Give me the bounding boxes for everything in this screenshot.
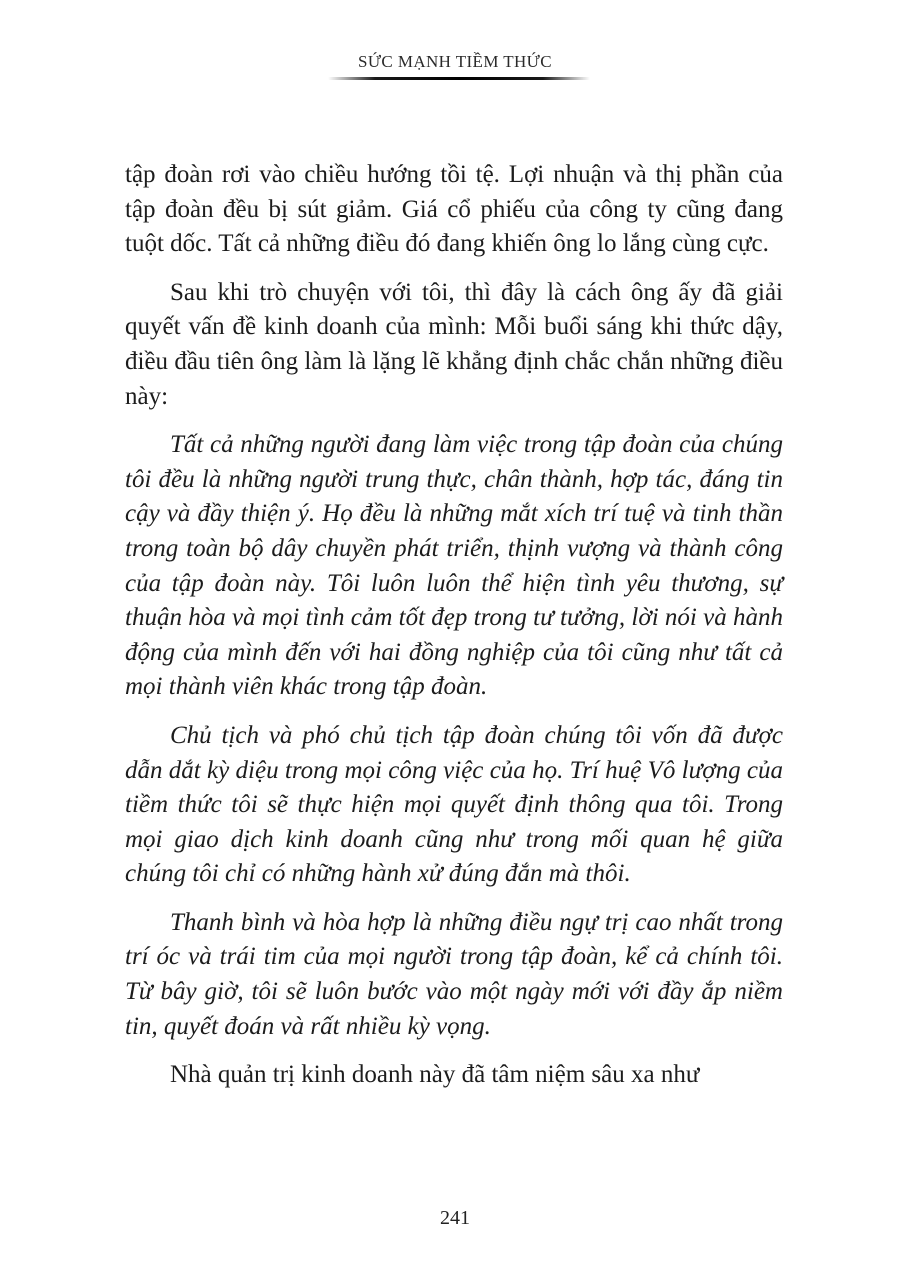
running-title: SỨC MẠNH TIỀM THỨC [357, 52, 552, 71]
paragraph-final: Nhà quản trị kinh doanh này đã tâm niệm sâu xa như [170, 1061, 700, 1089]
body-text [125, 158, 783, 1107]
paragraph-2: Sau khi trò chuyện với tôi, thì đây là cách ông ấy đã giải quyết vấn đề kinh doanh của mình: Mỗi buổi sáng khi thức dậy, điều đầu tiên ông làm là lặng lẽ khẳng định chắc chắn những điều này: [125, 278, 783, 410]
header-rule [328, 77, 590, 80]
affirmation-paragraph-2: Chủ tịch và phó chủ tịch tập đoàn chúng tôi vốn đã được dẫn dắt kỳ diệu trong mọi công việc của họ. Trí huệ Vô lượng của tiềm thức tôi sẽ thực hiện mọi quyết định thông qua tôi. Trong mọi giao dịch kinh doanh cũng như trong mối quan hệ giữa chúng tôi chỉ có những hành xử đúng đắn mà thôi. [125, 721, 783, 888]
running-header [0, 52, 910, 72]
paragraph-1: tập đoàn rơi vào chiều hướng tồi tệ. Lợi nhuận và thị phần của tập đoàn đều bị sút giảm. Giá cổ phiếu của công ty cũng đang tuột dốc. Tất cả những điều đó đang khiến ông lo lắng cùng cực. [125, 161, 783, 258]
page-number: 241 [440, 1207, 470, 1229]
affirmation-paragraph-3: Thanh bình và hòa hợp là những điều ngự trị cao nhất trong trí óc và trái tim của mọi người trong tập đoàn, kể cả chính tôi. Từ bây giờ, tôi sẽ luôn bước vào một ngày mới với đầy ắp niềm tin, quyết đoán và rất nhiều kỳ vọng. [125, 908, 783, 1040]
affirmation-paragraph-1: Tất cả những người đang làm việc trong tập đoàn của chúng tôi đều là những người trung thực, chân thành, hợp tác, đáng tin cậy và đầy thiện ý. Họ đều là những mắt xích trí tuệ và tinh thần trong toàn bộ dây chuyền phát triển, thịnh vượng và thành công của tập đoàn này. Tôi luôn luôn thể hiện tình yêu thương, sự thuận hòa và mọi tình cảm tốt đẹp trong tư tưởng, lời nói và hành động của mình đến với hai đồng nghiệp của tôi cũng như tất cả mọi thành viên khác trong tập đoàn. [125, 431, 783, 701]
